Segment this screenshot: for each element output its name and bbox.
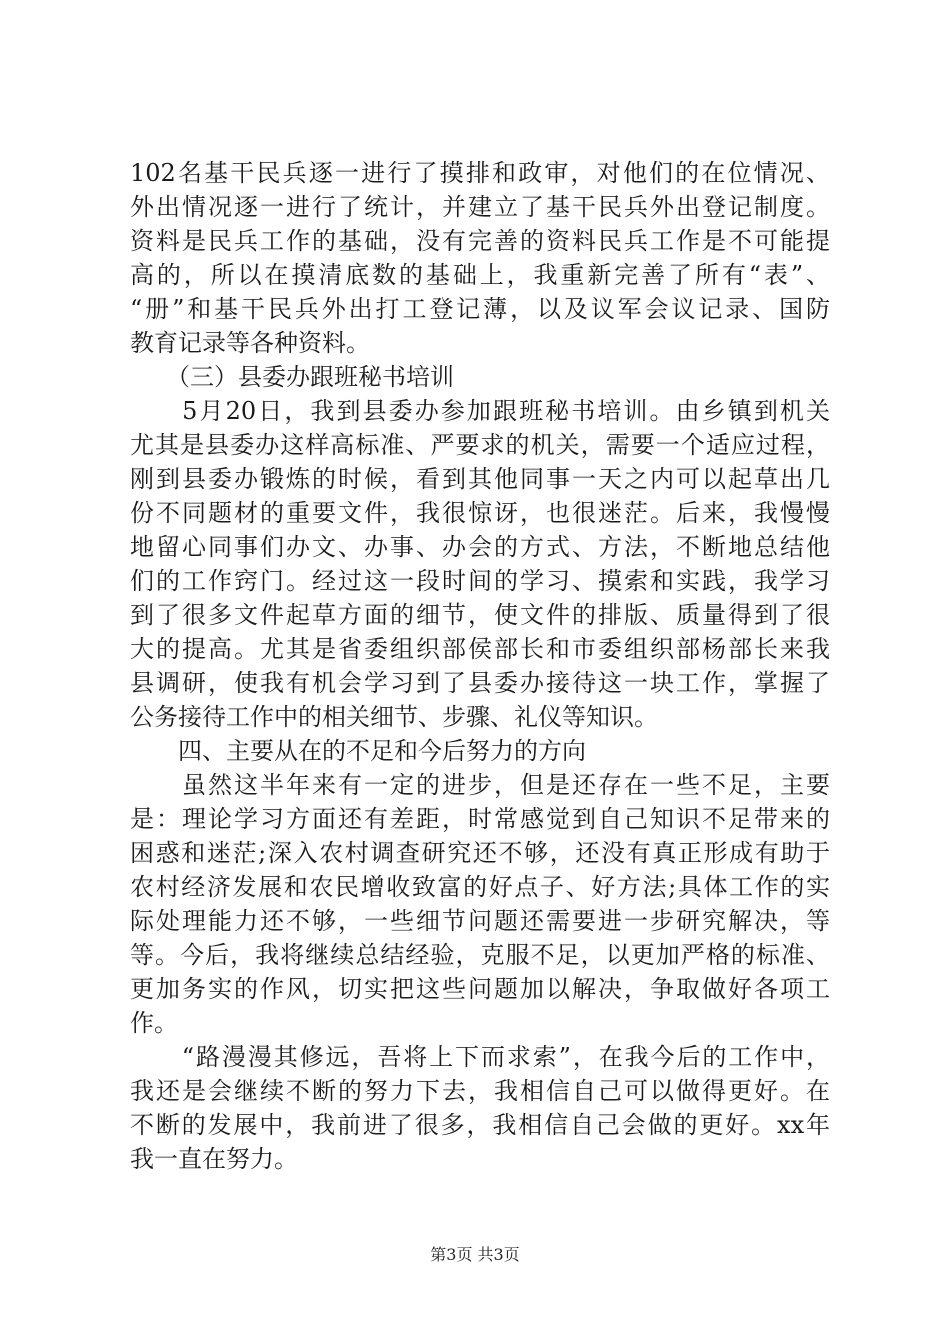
text-line: 等。今后，我将继续总结经验，克服不足，以更加严格的标准、 xyxy=(130,941,830,969)
text-line: 虽然这半年来有一定的进步，但是还存在一些不足，主要 xyxy=(130,771,830,799)
text-line: 公务接待工作中的相关细节、步骤、礼仪等知识。 xyxy=(130,703,658,731)
text-line: “册”和基干民兵外出打工登记薄，以及议军会议记录、国防 xyxy=(130,295,830,323)
text-line: 外出情况逐一进行了统计，并建立了基干民兵外出登记制度。 xyxy=(130,193,830,221)
text-line: 我还是会继续不断的努力下去，我相信自己可以做得更好。在 xyxy=(130,1077,830,1105)
text-line: 刚到县委办锻炼的时候，看到其他同事一天之内可以起草出几 xyxy=(130,465,830,493)
text-line: 教育记录等各种资料。 xyxy=(130,329,370,357)
text-line: 我一直在努力。 xyxy=(130,1145,298,1173)
text-line: “路漫漫其修远，吾将上下而求索”，在我今后的工作中， xyxy=(130,1043,830,1071)
text-line: 作。 xyxy=(130,1009,178,1037)
text-line: 高的，所以在摸清底数的基础上，我重新完善了所有“表”、 xyxy=(130,261,830,289)
text-line: 更加务实的作风，切实把这些问题加以解决，争取做好各项工 xyxy=(130,975,830,1003)
text-line: 资料是民兵工作的基础，没有完善的资料民兵工作是不可能提 xyxy=(130,227,830,255)
text-line: 困惑和迷茫;深入农村调查研究还不够，还没有真正形成有助于 xyxy=(130,839,830,867)
text-line: 是：理论学习方面还有差距，时常感觉到自己知识不足带来的 xyxy=(130,805,830,833)
page-footer: 第3页 共3页 xyxy=(430,1245,520,1264)
text-line: 们的工作窍门。经过这一段时间的学习、摸索和实践，我学习 xyxy=(130,567,830,595)
text-line: 地留心同事们办文、办事、办会的方式、方法，不断地总结他 xyxy=(130,533,830,561)
text-line: 尤其是县委办这样高标准、严要求的机关，需要一个适应过程， xyxy=(130,431,830,459)
text-line: 县调研，使我有机会学习到了县委办接待这一块工作，掌握了 xyxy=(130,669,830,697)
text-line: （三）县委办跟班秘书培训 xyxy=(130,363,454,391)
text-line: 际处理能力还不够，一些细节问题还需要进一步研究解决，等 xyxy=(130,907,830,935)
text-line: 份不同题材的重要文件，我很惊讶，也很迷茫。后来，我慢慢 xyxy=(130,499,830,527)
text-line: 农村经济发展和农民增收致富的好点子、好方法;具体工作的实 xyxy=(130,873,830,901)
text-line: 大的提高。尤其是省委组织部侯部长和市委组织部杨部长来我 xyxy=(130,635,830,663)
text-line: 102名基干民兵逐一进行了摸排和政审，对他们的在位情况、 xyxy=(130,159,830,187)
text-line: 不断的发展中，我前进了很多，我相信自己会做的更好。xx年 xyxy=(130,1111,830,1139)
text-line: 5月20日，我到县委办参加跟班秘书培训。由乡镇到机关 xyxy=(130,397,830,425)
document-body xyxy=(130,156,830,1176)
text-line: 四、主要从在的不足和今后努力的方向 xyxy=(130,737,586,765)
text-line: 到了很多文件起草方面的细节，使文件的排版、质量得到了很 xyxy=(130,601,830,629)
